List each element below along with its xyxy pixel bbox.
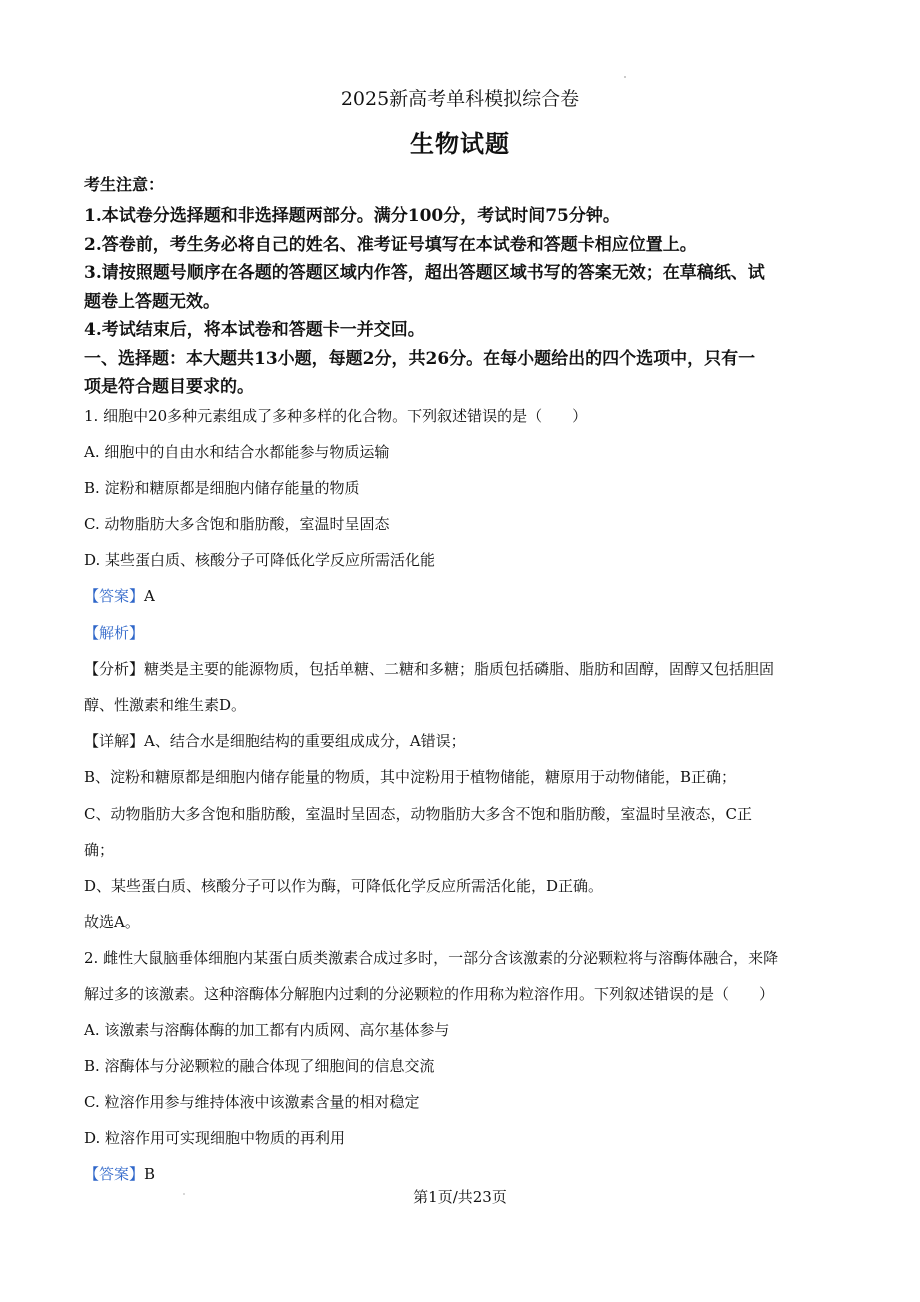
question-1-option-c: C. 动物脂肪大多含饱和脂肪酸，室温时呈固态 (84, 515, 390, 533)
answer-value: A (144, 587, 155, 605)
question-1-option-a: A. 细胞中的自由水和结合水都能参与物质运输 (84, 443, 390, 461)
notice-item: 题卷上答题无效。 (84, 292, 220, 312)
answer-tag: 【答案】 (84, 587, 145, 605)
notice-item: 4.考试结束后，将本试卷和答题卡一并交回。 (84, 320, 425, 340)
analysis-tag: 【解析】 (84, 624, 145, 642)
question-1-option-b: B. 淀粉和糖原都是细胞内储存能量的物质 (84, 479, 360, 497)
analysis-line: 故选A。 (84, 913, 140, 931)
answer-value: B (144, 1165, 156, 1183)
question-2-answer (84, 1163, 155, 1184)
section-heading: 一、选择题：本大题共13小题，每题2分，共26分。在每小题给出的四个选项中，只有一 (84, 349, 756, 369)
question-1-option-d: D. 某些蛋白质、核酸分子可降低化学反应所需活化能 (84, 551, 436, 569)
notice-heading: 考生注意： (84, 175, 165, 194)
question-2-option-d: D. 粒溶作用可实现细胞中物质的再利用 (84, 1129, 346, 1147)
analysis-line: 确； (84, 841, 115, 859)
page-number: 第1页/共23页 (413, 1188, 507, 1206)
question-2-option-c: C. 粒溶作用参与维持体液中该激素含量的相对稳定 (84, 1093, 420, 1111)
question-1-answer (84, 585, 155, 606)
notice-item: 3.请按照题号顺序在各题的答题区域内作答，超出答题区域书写的答案无效；在草稿纸、试 (84, 263, 765, 283)
notice-item: 2.答卷前，考生务必将自己的姓名、准考证号填写在本试卷和答题卡相应位置上。 (84, 235, 697, 255)
analysis-line: D、某些蛋白质、核酸分子可以作为酶，可降低化学反应所需活化能，D正确。 (84, 877, 604, 895)
analysis-line: C、动物脂肪大多含饱和脂肪酸，室温时呈固态，动物脂肪大多含不饱和脂肪酸，室温时呈液态，C正 (84, 805, 752, 823)
question-2-option-a: A. 该激素与溶酶体酶的加工都有内质网、高尔基体参与 (84, 1021, 450, 1039)
question-2-option-b: B. 溶酶体与分泌颗粒的融合体现了细胞间的信息交流 (84, 1057, 435, 1075)
notice-item: 1.本试卷分选择题和非选择题两部分。满分100分，考试时间75分钟。 (84, 206, 620, 226)
exam-title: 2025新高考单科模拟综合卷 (340, 88, 580, 110)
question-2-stem: 解过多的该激素。这种溶酶体分解胞内过剩的分泌颗粒的作用称为粒溶作用。下列叙述错误的是（ ） (84, 985, 775, 1003)
answer-tag: 【答案】 (84, 1165, 145, 1183)
question-1-stem: 1. 细胞中20多种元素组成了多种多样的化合物。下列叙述错误的是（ ） (84, 407, 588, 425)
analysis-line: B、淀粉和糖原都是细胞内储存能量的物质，其中淀粉用于植物储能，糖原用于动物储能，B正确； (84, 768, 737, 786)
analysis-line: 【分析】糖类是主要的能源物质，包括单糖、二糖和多糖；脂质包括磷脂、脂肪和固醇，固醇又包括胆固 (84, 660, 775, 678)
section-heading: 项是符合题目要求的。 (84, 377, 254, 397)
question-2-stem: 2. 雌性大鼠脑垂体细胞内某蛋白质类激素合成过多时，一部分含该激素的分泌颗粒将与溶酶体融合，来降 (84, 949, 779, 967)
analysis-line: 醇、性激素和维生素D。 (84, 696, 247, 714)
scan-speck (624, 76, 626, 78)
analysis-line: 【详解】A、结合水是细胞结构的重要组成成分，A错误； (84, 732, 466, 750)
document-title: 生物试题 (410, 129, 510, 158)
